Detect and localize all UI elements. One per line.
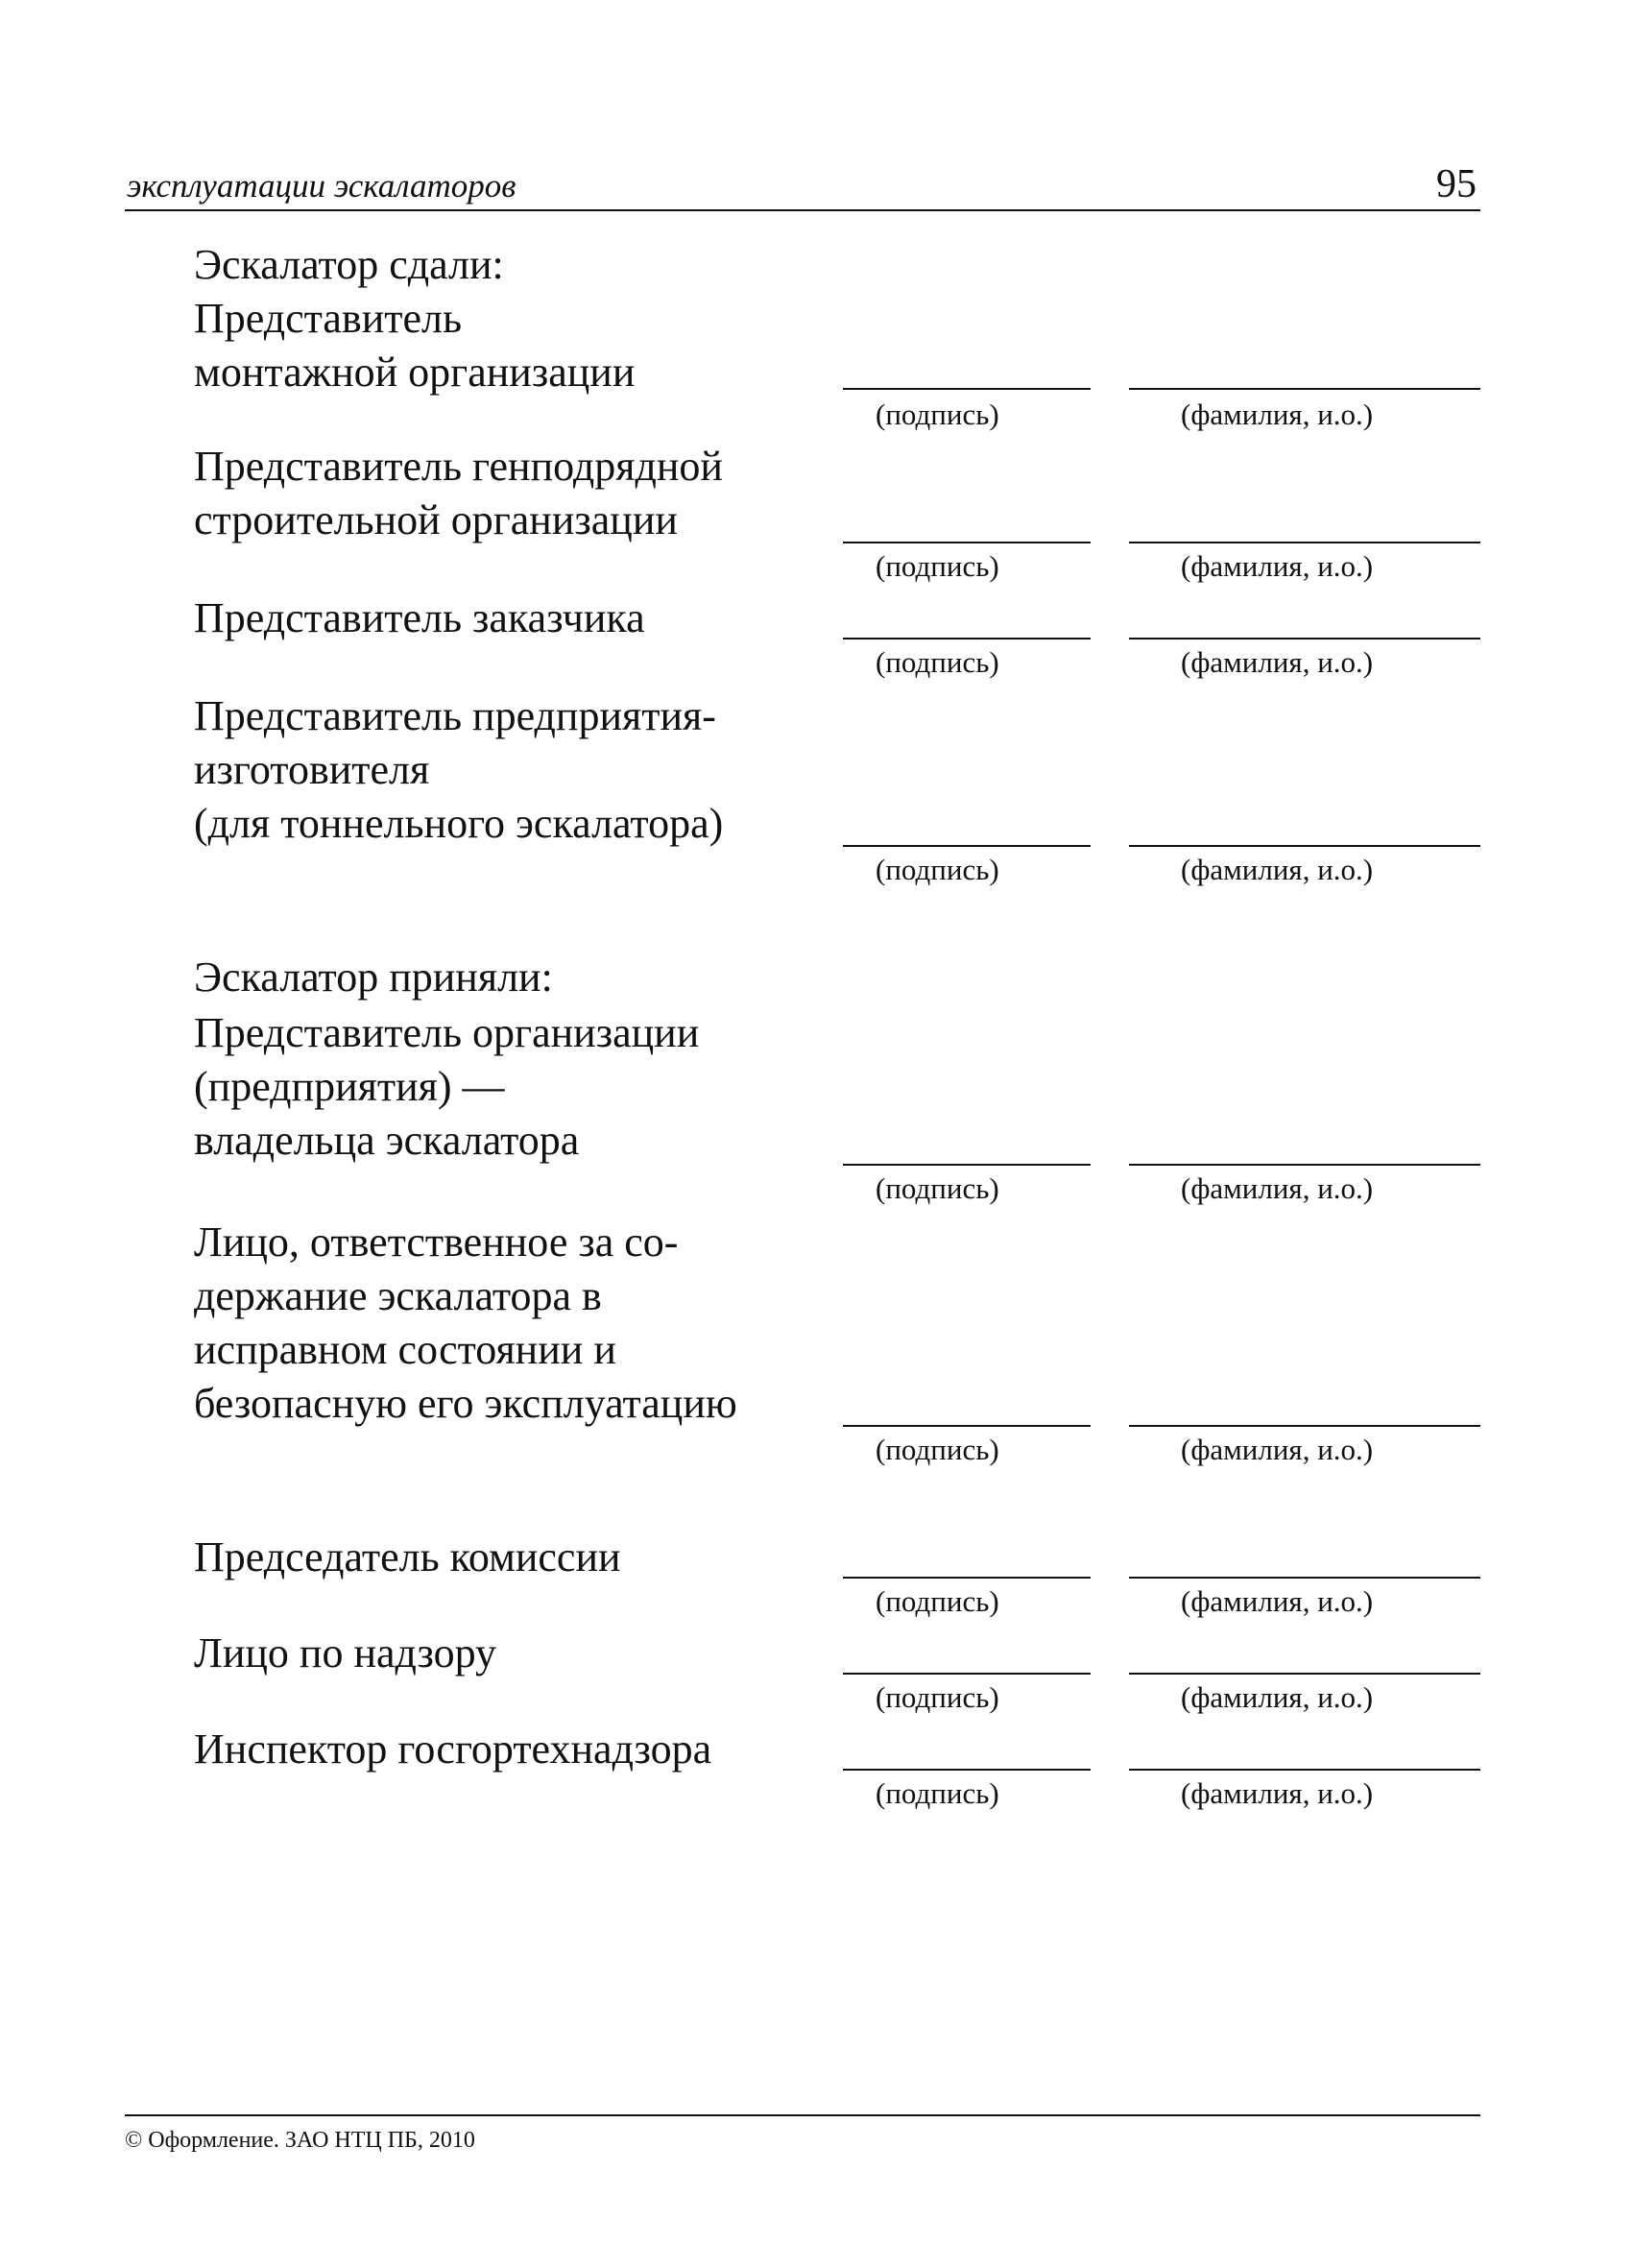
accepted-heading: Эскалатор приняли:	[194, 953, 553, 1001]
role-line: Представитель заказчика	[194, 594, 645, 641]
signature-caption: (подпись)	[876, 1433, 999, 1466]
role-line: монтажной организации	[194, 349, 636, 396]
role-line: Представитель организации	[194, 1009, 700, 1056]
role-line: владельца эскалатора	[194, 1117, 580, 1164]
signature-caption: (подпись)	[876, 1680, 999, 1714]
name-caption: (фамилия, и.о.)	[1181, 853, 1374, 886]
name-line	[1129, 1425, 1480, 1427]
running-title: эксплуатации эскалаторов	[127, 167, 516, 205]
signature-caption: (подпись)	[876, 1776, 999, 1810]
footer-copyright: © Оформление. ЗАО НТЦ ПБ, 2010	[125, 2128, 475, 2153]
signature-line	[843, 1769, 1091, 1771]
name-caption: (фамилия, и.о.)	[1181, 1584, 1374, 1618]
name-caption: (фамилия, и.о.)	[1181, 1680, 1374, 1714]
running-header	[125, 161, 1480, 211]
name-caption: (фамилия, и.о.)	[1181, 645, 1374, 679]
name-caption: (фамилия, и.о.)	[1181, 1776, 1374, 1810]
name-caption: (фамилия, и.о.)	[1181, 1433, 1374, 1466]
signature-caption: (подпись)	[876, 398, 999, 431]
name-caption: (фамилия, и.о.)	[1181, 398, 1374, 431]
signature-line	[843, 638, 1091, 639]
role-line: Представитель генподрядной	[194, 443, 723, 490]
footer-rule	[125, 2114, 1480, 2116]
role-line: Председатель комиссии	[194, 1533, 621, 1580]
role-line: Инспектор госгортехнадзора	[194, 1725, 712, 1773]
signature-line	[843, 1164, 1091, 1166]
role-line: Лицо по надзору	[194, 1629, 497, 1677]
name-line	[1129, 388, 1480, 390]
role-line: строительной организации	[194, 496, 678, 543]
role-line: Представитель	[194, 295, 463, 342]
handed-over-heading: Эскалатор сдали:	[194, 241, 504, 288]
signature-line	[843, 388, 1091, 390]
signature-line	[843, 845, 1091, 847]
name-line	[1129, 1577, 1480, 1579]
signature-line	[843, 542, 1091, 543]
role-line: держание эскалатора в	[194, 1272, 602, 1319]
name-line	[1129, 1769, 1480, 1771]
role-line: исправном состоянии и	[194, 1326, 616, 1373]
signature-line	[843, 1425, 1091, 1427]
page-number: 95	[1436, 162, 1477, 206]
signature-caption: (подпись)	[876, 1584, 999, 1618]
role-line: Лицо, ответственное за со-	[194, 1218, 679, 1266]
signature-caption: (подпись)	[876, 645, 999, 679]
role-line: Представитель предприятия-	[194, 692, 716, 739]
signature-line	[843, 1673, 1091, 1675]
signature-caption: (подпись)	[876, 549, 999, 583]
name-caption: (фамилия, и.о.)	[1181, 1171, 1374, 1205]
name-line	[1129, 845, 1480, 847]
role-line: (предприятия) —	[194, 1063, 505, 1110]
name-caption: (фамилия, и.о.)	[1181, 549, 1374, 583]
role-line: безопасную его эксплуатацию	[194, 1380, 737, 1427]
signature-caption: (подпись)	[876, 1171, 999, 1205]
name-line	[1129, 542, 1480, 543]
signature-caption: (подпись)	[876, 853, 999, 886]
name-line	[1129, 1673, 1480, 1675]
signature-line	[843, 1577, 1091, 1579]
name-line	[1129, 638, 1480, 639]
role-line: изготовителя	[194, 746, 430, 793]
role-line: (для тоннельного эскалатора)	[194, 800, 724, 847]
name-line	[1129, 1164, 1480, 1166]
